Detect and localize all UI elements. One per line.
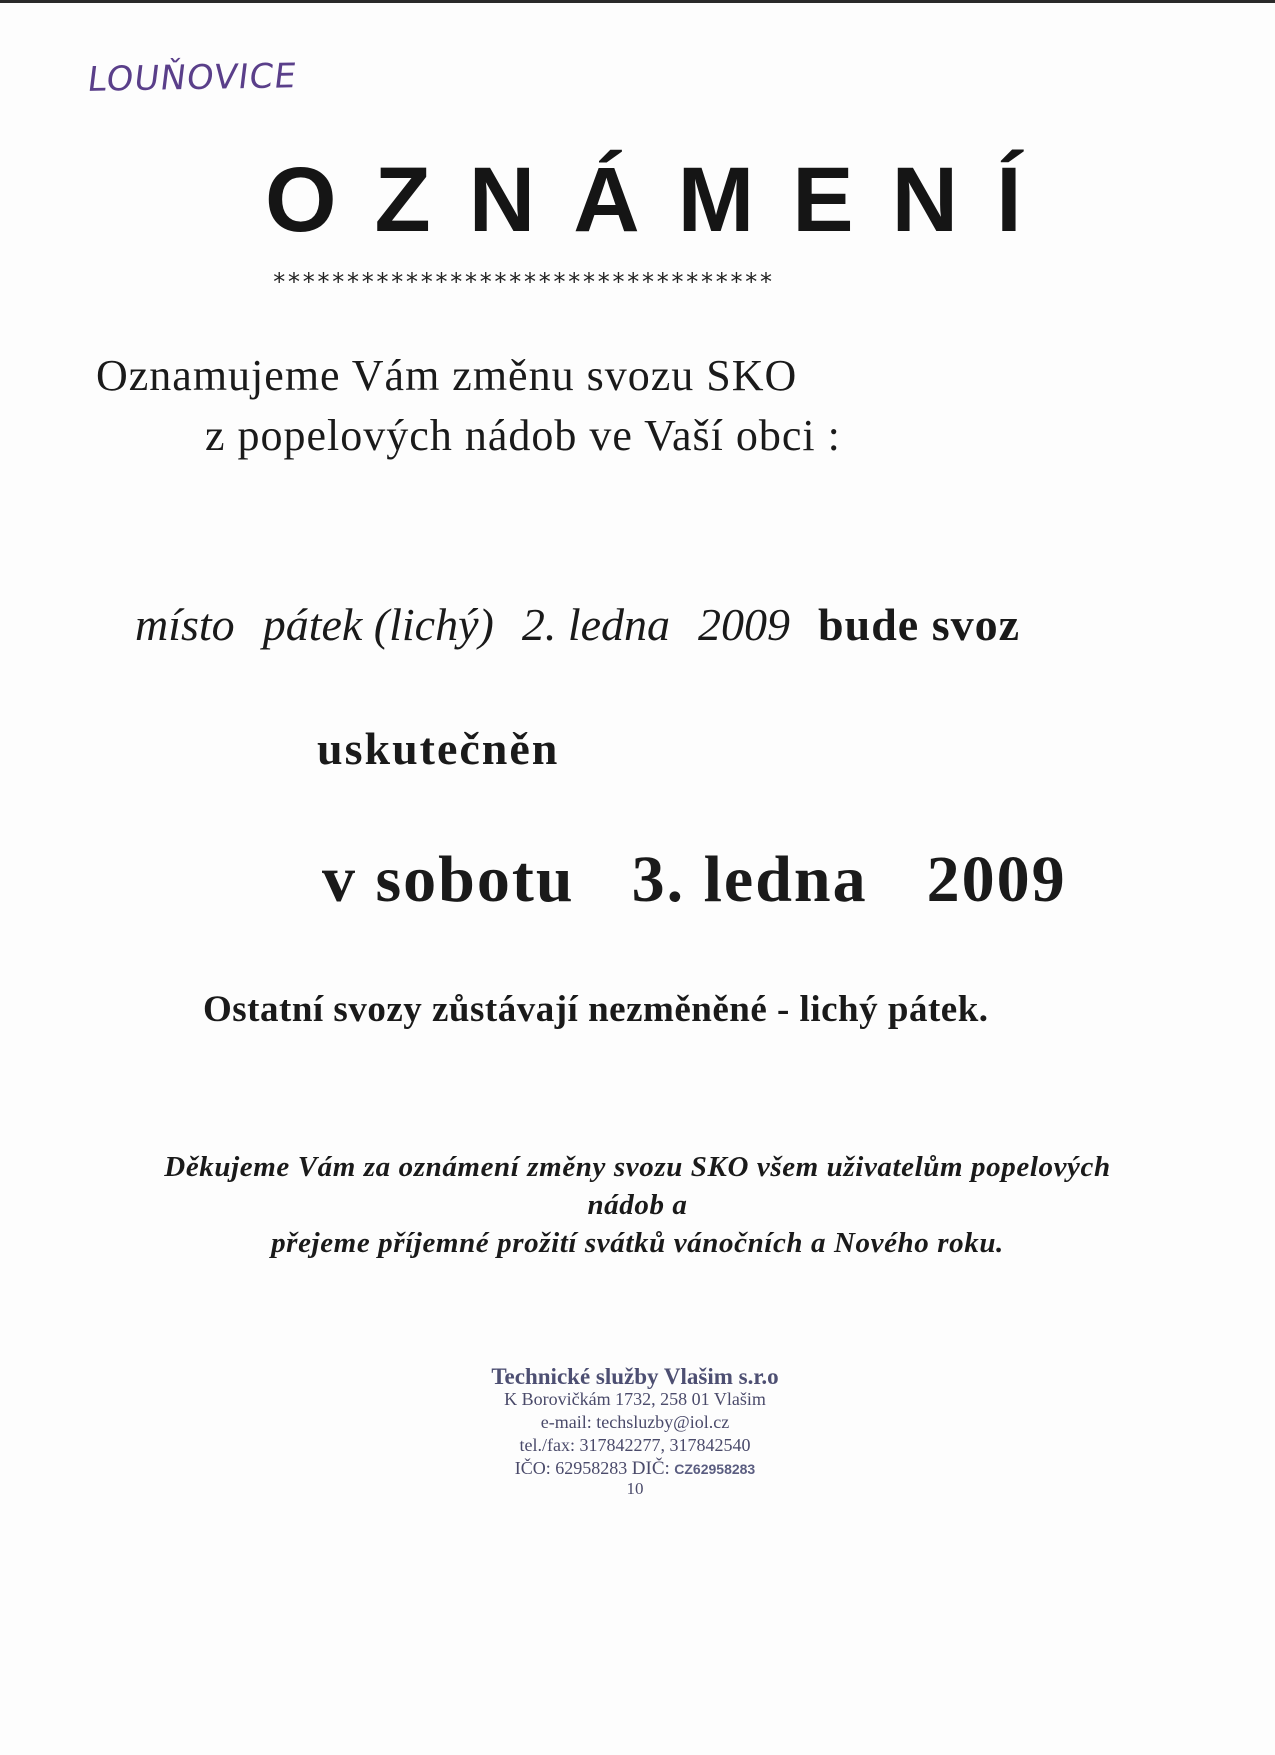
uskutecnen-word: uskutečněn xyxy=(317,723,560,774)
new-date: 3. ledna xyxy=(631,843,868,916)
intro-line-2: z popelových nádob ve Vaší obci : xyxy=(205,411,841,460)
stamp-number: 10 xyxy=(626,1479,644,1498)
bude-svoz: bude svoz xyxy=(818,599,1021,650)
company-stamp xyxy=(410,1365,860,1497)
stamp-dic: CZ62958283 xyxy=(674,1461,756,1477)
stamp-ico: IČO: 62958283 xyxy=(514,1458,628,1478)
stamp-phone: tel./fax: 317842277, 317842540 xyxy=(519,1435,751,1455)
change-original-line xyxy=(135,598,1020,651)
new-year: 2009 xyxy=(926,843,1067,916)
original-day: pátek (lichý) xyxy=(262,599,494,650)
stamp-ids xyxy=(410,1457,860,1481)
new-date-line xyxy=(322,842,1067,918)
thanks-line-3: přejeme příjemné prožití svátků vánočních a Nového roku. xyxy=(271,1227,1004,1259)
original-year: 2009 xyxy=(698,599,791,650)
thanks-line-1: Děkujeme Vám za oznámení změny svozu SKO všem uživatelům popelových xyxy=(164,1151,1111,1183)
scan-edge xyxy=(0,0,1275,3)
stamp-company: Technické služby Vlašim s.r.o xyxy=(491,1364,779,1389)
stamp-email: e-mail: techsluzby@iol.cz xyxy=(540,1412,730,1432)
stamp-dic-label: DIČ: xyxy=(631,1458,670,1479)
thanks-line-2: nádob a xyxy=(587,1189,688,1221)
stamp-address: K Borovičkám 1732, 258 01 Vlašim xyxy=(504,1389,766,1409)
star-separator: ********************************** xyxy=(272,268,774,296)
page-title: OZNÁMENÍ xyxy=(265,149,1060,251)
other-collections-note: Ostatní svozy zůstávají nezměněné - lichý pátek. xyxy=(203,989,989,1030)
thanks-paragraph xyxy=(0,1148,1275,1262)
intro-line-1: Oznamujeme Vám změnu svozu SKO xyxy=(96,351,798,400)
misto-word: místo xyxy=(135,599,235,650)
original-date: 2. ledna xyxy=(521,599,671,650)
new-date-prefix: v sobotu xyxy=(322,843,575,916)
handwritten-note: LOUŇOVICE xyxy=(85,56,300,100)
